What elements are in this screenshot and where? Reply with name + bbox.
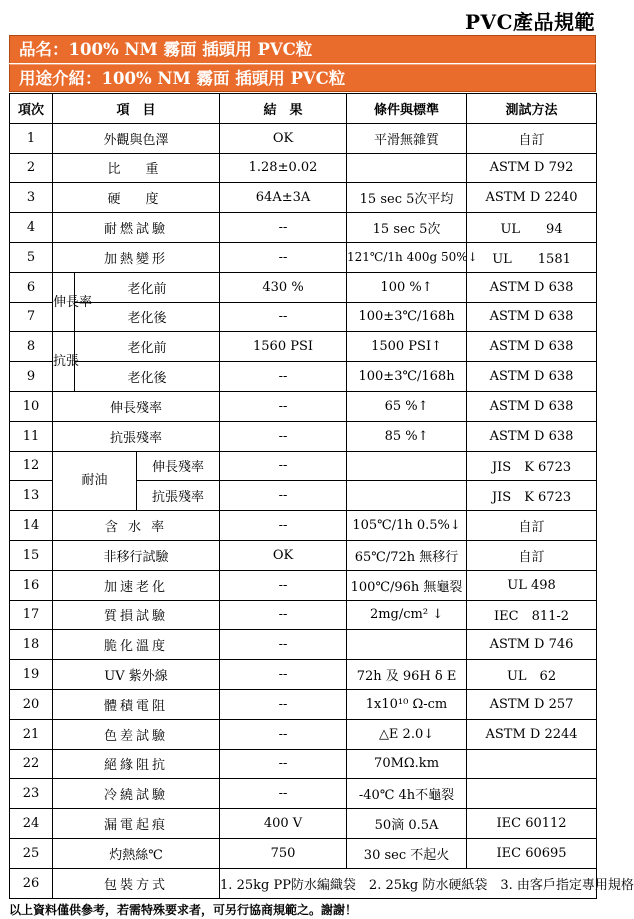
- table-row: [10, 391, 597, 421]
- row-item: 伸長殘率: [53, 391, 220, 421]
- row-result: --: [220, 511, 347, 541]
- row-method: [467, 779, 597, 809]
- row-condition: 15 sec 5次平均: [347, 183, 467, 213]
- row-no: 21: [10, 719, 53, 749]
- row-condition: 50滴 0.5A: [347, 809, 467, 839]
- table-row: [10, 838, 597, 868]
- row-condition: -40℃ 4h不龜裂: [347, 779, 467, 809]
- row-condition: 65℃/72h 無移行: [347, 540, 467, 570]
- row-item: 色差試驗: [53, 719, 220, 749]
- header-row: [10, 94, 597, 124]
- row-result: --: [220, 749, 347, 779]
- header-item: 項 目: [53, 94, 220, 124]
- table-row: [10, 213, 597, 243]
- table-row: [10, 570, 597, 600]
- row-no: 8: [10, 332, 53, 362]
- row-no: 10: [10, 391, 53, 421]
- row-no: 5: [10, 242, 53, 272]
- row-no: 18: [10, 630, 53, 660]
- row-method: ASTM D 638: [467, 362, 597, 392]
- row-method: ASTM D 638: [467, 421, 597, 451]
- row-item: 非移行試驗: [53, 540, 220, 570]
- row-method: ASTM D 638: [467, 302, 597, 332]
- row-no: 12: [10, 451, 53, 481]
- row-method: IEC 60695: [467, 838, 597, 868]
- row-no: 1: [10, 123, 53, 153]
- table-row: [10, 540, 597, 570]
- row-no: 4: [10, 213, 53, 243]
- row-method: ASTM D 257: [467, 689, 597, 719]
- table-row: [10, 689, 597, 719]
- row-method: UL 1581: [467, 242, 597, 272]
- row-no: 22: [10, 749, 53, 779]
- row-subitem: 老化前: [75, 332, 220, 362]
- row-item: 抗張殘率: [53, 421, 220, 451]
- row-condition: 100±3℃/168h: [347, 362, 467, 392]
- row-method: ASTM D 746: [467, 630, 597, 660]
- row-no: 20: [10, 689, 53, 719]
- table-row: [10, 272, 597, 302]
- usage-banner: 用途介紹：100% NM 霧面 插頭用 PVC粒: [9, 64, 596, 92]
- row-item: 冷繞試驗: [53, 779, 220, 809]
- group-label-oil: 耐油: [53, 451, 137, 511]
- row-no: 6: [10, 272, 53, 302]
- table-row: [10, 600, 597, 630]
- row-item: 比 重: [53, 153, 220, 183]
- header-no: 項次: [10, 94, 53, 124]
- row-method: ASTM D 638: [467, 332, 597, 362]
- row-result: 64A±3A: [220, 183, 347, 213]
- row-condition: [347, 481, 467, 511]
- row-method: JIS K 6723: [467, 451, 597, 481]
- row-subitem: 抗張殘率: [137, 481, 220, 511]
- table-row: [10, 362, 597, 392]
- row-result: 1560 PSI: [220, 332, 347, 362]
- table-row: [10, 421, 597, 451]
- table-row: [10, 183, 597, 213]
- row-condition: 2mg/cm² ↓: [347, 600, 467, 630]
- row-no: 9: [10, 362, 53, 392]
- row-no: 14: [10, 511, 53, 541]
- row-method: IEC 811-2: [467, 600, 597, 630]
- row-result: 1.28±0.02: [220, 153, 347, 183]
- row-result: --: [220, 302, 347, 332]
- row-item: UV 紫外線: [53, 660, 220, 690]
- group-label-elongation: 伸長率: [53, 272, 75, 332]
- row-result: --: [220, 242, 347, 272]
- row-result: 400 V: [220, 809, 347, 839]
- row-condition: 15 sec 5次: [347, 213, 467, 243]
- row-method: ASTM D 792: [467, 153, 597, 183]
- table-row: [10, 749, 597, 779]
- row-no: 13: [10, 481, 53, 511]
- row-condition: 平滑無雜質: [347, 123, 467, 153]
- row-condition: 105℃/1h 0.5%↓: [347, 511, 467, 541]
- row-result: OK: [220, 123, 347, 153]
- row-condition: △E 2.0↓: [347, 719, 467, 749]
- row-result: 430 %: [220, 272, 347, 302]
- table-row: [10, 123, 597, 153]
- group-label-tensile: 抗張: [53, 332, 75, 392]
- row-no: 17: [10, 600, 53, 630]
- header-result: 結 果: [220, 94, 347, 124]
- footer-note: 以上資料僅供參考，若需特殊要求者，可另行協商規範之。謝謝！: [9, 903, 358, 917]
- table-row: [10, 868, 597, 898]
- row-method: ASTM D 638: [467, 272, 597, 302]
- table-row: [10, 451, 597, 481]
- row-method: JIS K 6723: [467, 481, 597, 511]
- row-result: --: [220, 391, 347, 421]
- row-condition: [347, 630, 467, 660]
- row-item: 絕緣阻抗: [53, 749, 220, 779]
- row-result: --: [220, 630, 347, 660]
- row-result: 750: [220, 838, 347, 868]
- row-method: IEC 60112: [467, 809, 597, 839]
- row-result: --: [220, 421, 347, 451]
- row-item: 漏電起痕: [53, 809, 220, 839]
- row-subitem: 老化後: [75, 362, 220, 392]
- row-method: 自訂: [467, 123, 597, 153]
- row-result: --: [220, 600, 347, 630]
- row-condition: 65 %↑: [347, 391, 467, 421]
- row-method: 自訂: [467, 511, 597, 541]
- row-result: --: [220, 213, 347, 243]
- row-no: 7: [10, 302, 53, 332]
- row-no: 2: [10, 153, 53, 183]
- row-item: 加熱變形: [53, 242, 220, 272]
- table-row: [10, 511, 597, 541]
- row-result: --: [220, 779, 347, 809]
- row-no: 19: [10, 660, 53, 690]
- row-condition: 85 %↑: [347, 421, 467, 451]
- table-row: [10, 719, 597, 749]
- row-condition: 100±3℃/168h: [347, 302, 467, 332]
- row-no: 26: [10, 868, 53, 898]
- row-method: [467, 749, 597, 779]
- table-row: [10, 660, 597, 690]
- row-item: 加速老化: [53, 570, 220, 600]
- row-no: 3: [10, 183, 53, 213]
- table-row: [10, 630, 597, 660]
- packaging-options: 1. 25kg PP防水編織袋 2. 25kg 防水硬紙袋 3. 由客戶指定專用規格: [220, 868, 597, 898]
- row-result: --: [220, 719, 347, 749]
- table-row: [10, 779, 597, 809]
- row-subitem: 老化前: [75, 272, 220, 302]
- row-item: 硬 度: [53, 183, 220, 213]
- product-name-banner: 品名：100% NM 霧面 插頭用 PVC粒: [9, 35, 596, 63]
- row-condition: 100 %↑: [347, 272, 467, 302]
- row-no: 15: [10, 540, 53, 570]
- row-item: 外觀與色澤: [53, 123, 220, 153]
- row-item: 體積電阻: [53, 689, 220, 719]
- row-method: UL 62: [467, 660, 597, 690]
- row-condition: 1x10¹⁰ Ω-cm: [347, 689, 467, 719]
- row-no: 23: [10, 779, 53, 809]
- spec-table: [9, 93, 634, 899]
- row-item: 含 水 率: [53, 511, 220, 541]
- table-row: [10, 809, 597, 839]
- table-row: [10, 332, 597, 362]
- row-no: 25: [10, 838, 53, 868]
- row-no: 24: [10, 809, 53, 839]
- row-condition: [347, 451, 467, 481]
- table-row: [10, 153, 597, 183]
- row-item: 耐燃試驗: [53, 213, 220, 243]
- row-method: ASTM D 638: [467, 391, 597, 421]
- row-no: 16: [10, 570, 53, 600]
- table-row: [10, 302, 597, 332]
- row-result: --: [220, 362, 347, 392]
- row-item: 包裝方式: [53, 868, 220, 898]
- row-item: 灼熱絲℃: [53, 838, 220, 868]
- row-item: 脆化溫度: [53, 630, 220, 660]
- row-method: ASTM D 2240: [467, 183, 597, 213]
- row-result: --: [220, 481, 347, 511]
- row-subitem: 老化後: [75, 302, 220, 332]
- row-condition: 121℃/1h 400g 50%↓: [347, 242, 467, 272]
- row-result: --: [220, 689, 347, 719]
- row-condition: 70MΩ.km: [347, 749, 467, 779]
- header-condition: 條件與標準: [347, 94, 467, 124]
- row-result: --: [220, 570, 347, 600]
- row-condition: 30 sec 不起火: [347, 838, 467, 868]
- row-condition: [347, 153, 467, 183]
- row-result: --: [220, 451, 347, 481]
- row-result: --: [220, 660, 347, 690]
- row-method: UL 498: [467, 570, 597, 600]
- row-condition: 100℃/96h 無龜裂: [347, 570, 467, 600]
- row-method: ASTM D 2244: [467, 719, 597, 749]
- row-method: 自訂: [467, 540, 597, 570]
- row-subitem: 伸長殘率: [137, 451, 220, 481]
- table-row: [10, 242, 597, 272]
- row-method: UL 94: [467, 213, 597, 243]
- row-item: 質損試驗: [53, 600, 220, 630]
- row-condition: 1500 PSI↑: [347, 332, 467, 362]
- row-result: OK: [220, 540, 347, 570]
- header-method: 測試方法: [467, 94, 597, 124]
- row-no: 11: [10, 421, 53, 451]
- document-title: PVC產品規範: [465, 10, 595, 34]
- row-condition: 72h 及 96H δ E: [347, 660, 467, 690]
